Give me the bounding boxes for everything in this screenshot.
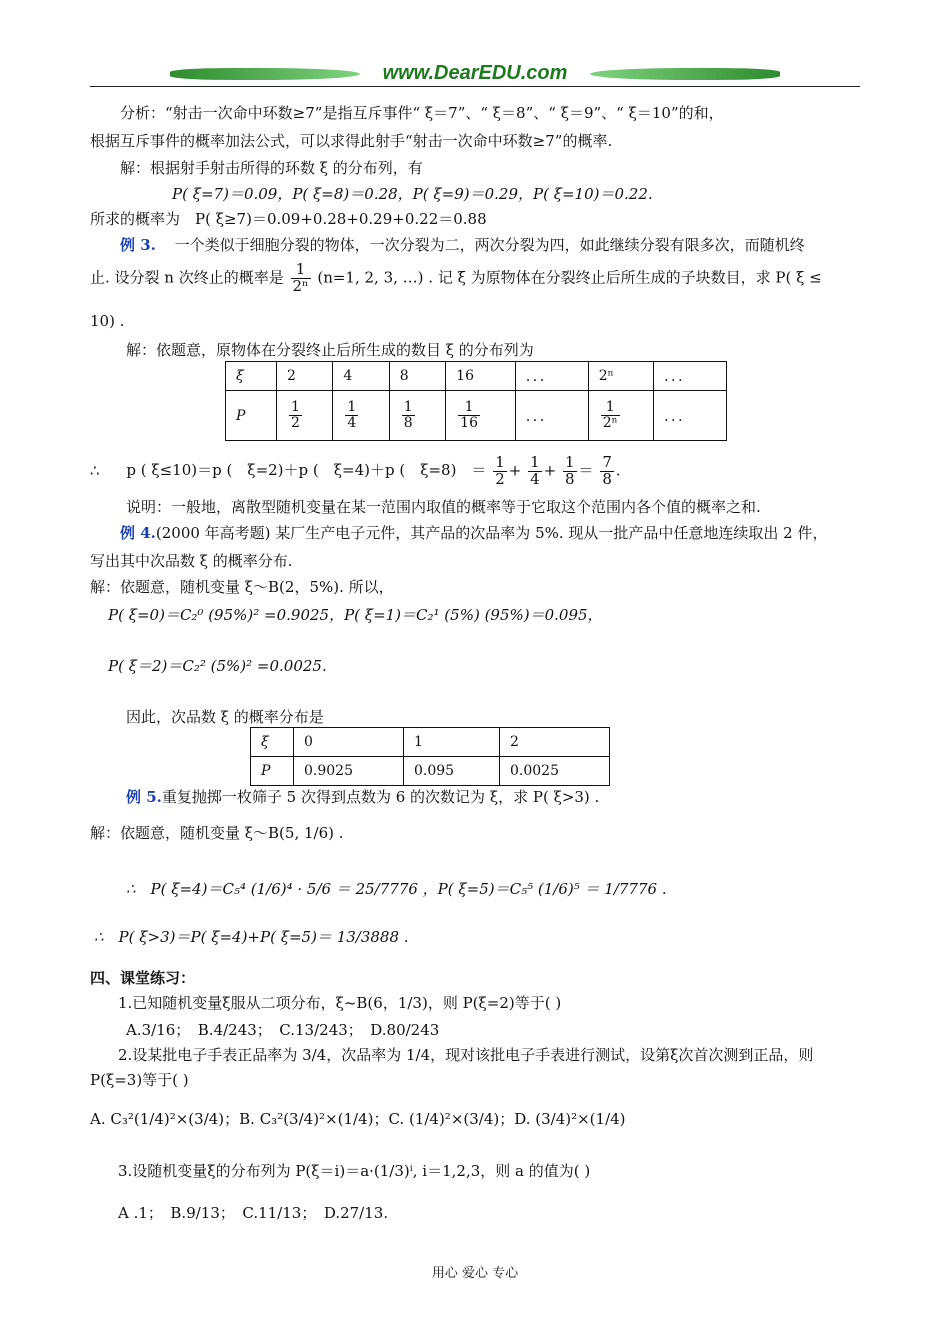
analysis-line-2: 根据互斥事件的概率加法公式，可以求得此射手“射击一次命中环数≥7”的概率. xyxy=(90,132,613,150)
example-5-eq-1: ∴ P( ξ=4)＝C₅⁴ (1/6)⁴ · 5/6 ＝ 25/7776 ，P( ξ=5)＝C₅⁵ (1/6)⁵ ＝ 1/7776 . xyxy=(126,880,667,898)
table-cell: 8 xyxy=(389,362,445,391)
question-3-options: A .1； B.9/13； C.11/13； D.27/13. xyxy=(118,1204,389,1222)
analysis-line-1: 分析：“射击一次命中环数≥7”是指互斥事件“ ξ＝7”、“ ξ＝8”、“ ξ＝9”、“ ξ＝10”的和， xyxy=(120,104,724,122)
fraction-numerator: 1 xyxy=(403,399,413,416)
table-cell: 4 xyxy=(333,362,389,391)
example-4-eq-1: P( ξ=0)＝C₂⁰ (95%)² =0.9025，P( ξ=1)＝C₂¹ (5%) (95%)＝0.095， xyxy=(108,606,603,624)
example-4-line-2: 写出其中次品数 ξ 的概率分布. xyxy=(90,552,293,570)
question-2-line-2: P(ξ=3)等于( ) xyxy=(90,1071,189,1089)
logo-swoosh-right xyxy=(590,68,780,80)
fraction-denominator: 4 xyxy=(347,415,357,431)
table-cell: ．．． xyxy=(654,391,727,441)
example-4-therefore: 因此，次品数 ξ 的概率分布是 xyxy=(126,708,324,726)
table-cell: 0.9025 xyxy=(294,757,404,786)
fraction-denominator: 8 xyxy=(602,469,612,488)
table-cell: ξ xyxy=(226,362,277,391)
example-5-line-1 xyxy=(126,786,599,807)
site-logo xyxy=(170,62,780,86)
example-3-solution: 解：依题意，原物体在分裂终止后所生成的数目 ξ 的分布列为 xyxy=(126,341,534,359)
example-4-line-1 xyxy=(120,522,828,543)
question-3: 3.设随机变量ξ的分布列为 P(ξ＝i)＝a·(1/3)ⁱ, i＝1,2,3，则 a 的值为( ) xyxy=(118,1162,591,1180)
table-cell: P xyxy=(251,757,294,786)
equation-lhs: p ( ξ≤10)＝p ( ξ=2)＋p ( ξ=4)＋p ( ξ=8) ＝ xyxy=(126,461,487,480)
example-3-line-3: 10) . xyxy=(90,312,125,330)
example-3-label: 例 3. xyxy=(120,236,156,254)
fraction-denominator: 2ⁿ xyxy=(292,276,309,295)
example-5-eq-2: ∴ P( ξ>3)＝P( ξ=4)+P( ξ=5)＝ 13/3888 . xyxy=(94,928,409,946)
header-rule xyxy=(90,86,860,87)
table-row-p xyxy=(251,757,610,786)
table-cell xyxy=(588,391,653,441)
table-row-xi xyxy=(251,728,610,757)
example-3-line-2 xyxy=(90,262,822,295)
distribution-table-ex4 xyxy=(250,727,610,786)
example-5-text-1: 重复抛掷一枚筛子 5 次得到点数为 6 的次数记为 ξ，求 P( ξ>3) . xyxy=(161,788,600,806)
table-cell: ．．． xyxy=(654,362,727,391)
table-cell: ξ xyxy=(251,728,294,757)
result-fraction xyxy=(600,455,614,488)
fraction-half: $\frac{1}{2}$ xyxy=(495,453,505,488)
example-4-solution: 解：依题意，随机变量 ξ～B(2，5%). 所以， xyxy=(90,578,394,596)
table-cell xyxy=(389,391,445,441)
example-5-solution: 解：依题意，随机变量 ξ～B(5, 1/6) . xyxy=(90,824,344,842)
table-cell: 16 xyxy=(446,362,516,391)
table-cell: 0 xyxy=(294,728,404,757)
question-2-options: A. C₃²(1/4)²×(3/4)；B. C₃²(3/4)²×(1/4)；C. (1/4)²×(3/4)；D. (3/4)²×(1/4) xyxy=(90,1110,626,1128)
fraction-denominator: 16 xyxy=(460,415,478,431)
example-4-eq-2: P( ξ＝2)＝C₂² (5%)² =0.0025. xyxy=(108,657,327,675)
fraction-denominator: 2 xyxy=(291,415,300,431)
table-cell: ．．． xyxy=(515,391,588,441)
example-4-text-1: (2000 年高考题) 某厂生产电子元件，其产品的次品率为 5%. 现从一批产品中任意地连续取出 2 件， xyxy=(155,524,828,542)
table-cell: 2 xyxy=(277,362,333,391)
table-cell: 2 xyxy=(499,728,609,757)
example-3-text-2a: 止. 设分裂 n 次终止的概率是 xyxy=(90,268,284,287)
table-cell: 2ⁿ xyxy=(588,362,653,391)
fraction-numerator: 1 xyxy=(291,399,300,416)
fraction-numerator: 7 xyxy=(602,453,612,471)
table-cell: P xyxy=(226,391,277,441)
therefore-symbol: ∴ xyxy=(90,461,100,480)
table-cell: 1 xyxy=(403,728,499,757)
example-3-equation: ∴ p ( ξ≤10)＝p ( ξ=2)＋p ( ξ=4)＋p ( ξ=8) ＝ $\frac{1}{2}$ + $\frac{1}{4}$ + $\frac{1}{8}$ ＝ $\frac{7}{8}$ . xyxy=(90,453,621,488)
solution-intro: 解：根据射手射击所得的环数 ξ 的分布列，有 xyxy=(120,159,423,177)
question-2-line-1: 2.设某批电子手表正品率为 3/4，次品率为 1/4，现对该批电子手表进行测试，设第ξ次首次测到正品，则 xyxy=(118,1046,814,1064)
fraction-numerator: 1 xyxy=(291,262,311,279)
practice-title: 四、课堂练习： xyxy=(90,970,196,987)
example-3-text-1: 一个类似于细胞分裂的物体，一次分裂为二，两次分裂为四，如此继续分裂有限多次，而随机终 xyxy=(174,236,805,254)
fraction-numerator: 1 xyxy=(601,400,620,416)
example-5-label: 例 5. xyxy=(126,788,162,806)
fraction-numerator: 1 xyxy=(347,399,357,416)
logo-swoosh-left xyxy=(170,68,360,80)
table-row-p xyxy=(226,391,727,441)
table-row-xi xyxy=(226,362,727,391)
fraction-denominator: 2ⁿ xyxy=(602,415,618,431)
probability-values: P( ξ=7)＝0.09，P( ξ=8)＝0.28，P( ξ=9)＝0.29，P( ξ=10)＝0.22. xyxy=(172,185,653,203)
distribution-table-ex3 xyxy=(225,361,727,441)
table-cell xyxy=(277,391,333,441)
question-1: 1.已知随机变量ξ服从二项分布，ξ~B(6，1/3)，则 P(ξ=2)等于( ) xyxy=(118,994,562,1012)
table-cell: 0.0025 xyxy=(499,757,609,786)
probability-fraction xyxy=(291,262,311,295)
fraction-denominator: 8 xyxy=(403,415,413,431)
result-line: 所求的概率为 P( ξ≥7)＝0.09+0.28+0.29+0.22＝0.88 xyxy=(90,210,487,228)
fraction-eighth: $\frac{1}{8}$ xyxy=(565,453,575,488)
brand-text: www.DearEDU.com xyxy=(382,62,568,84)
footer-text: 用心 爱心 专心 xyxy=(431,1266,519,1281)
table-cell xyxy=(333,391,389,441)
example-3-text-2b: (n=1, 2, 3, …) . 记 ξ 为原物体在分裂终止后所生成的子块数目，求 P( ξ ≤ xyxy=(317,268,822,287)
note-line: 说明：一般地，离散型随机变量在某一范围内取值的概率等于它取这个范围内各个值的概率之和. xyxy=(126,498,761,516)
table-cell: 0.095 xyxy=(403,757,499,786)
question-1-options: A.3/16； B.4/243； C.13/243； D.80/243 xyxy=(126,1021,440,1039)
fraction-numerator: 1 xyxy=(458,400,480,416)
example-4-label: 例 4. xyxy=(120,524,156,542)
table-cell xyxy=(446,391,516,441)
table-cell: ．．． xyxy=(515,362,588,391)
example-3-line-1 xyxy=(120,234,805,255)
fraction-quarter: $\frac{1}{4}$ xyxy=(530,453,540,488)
